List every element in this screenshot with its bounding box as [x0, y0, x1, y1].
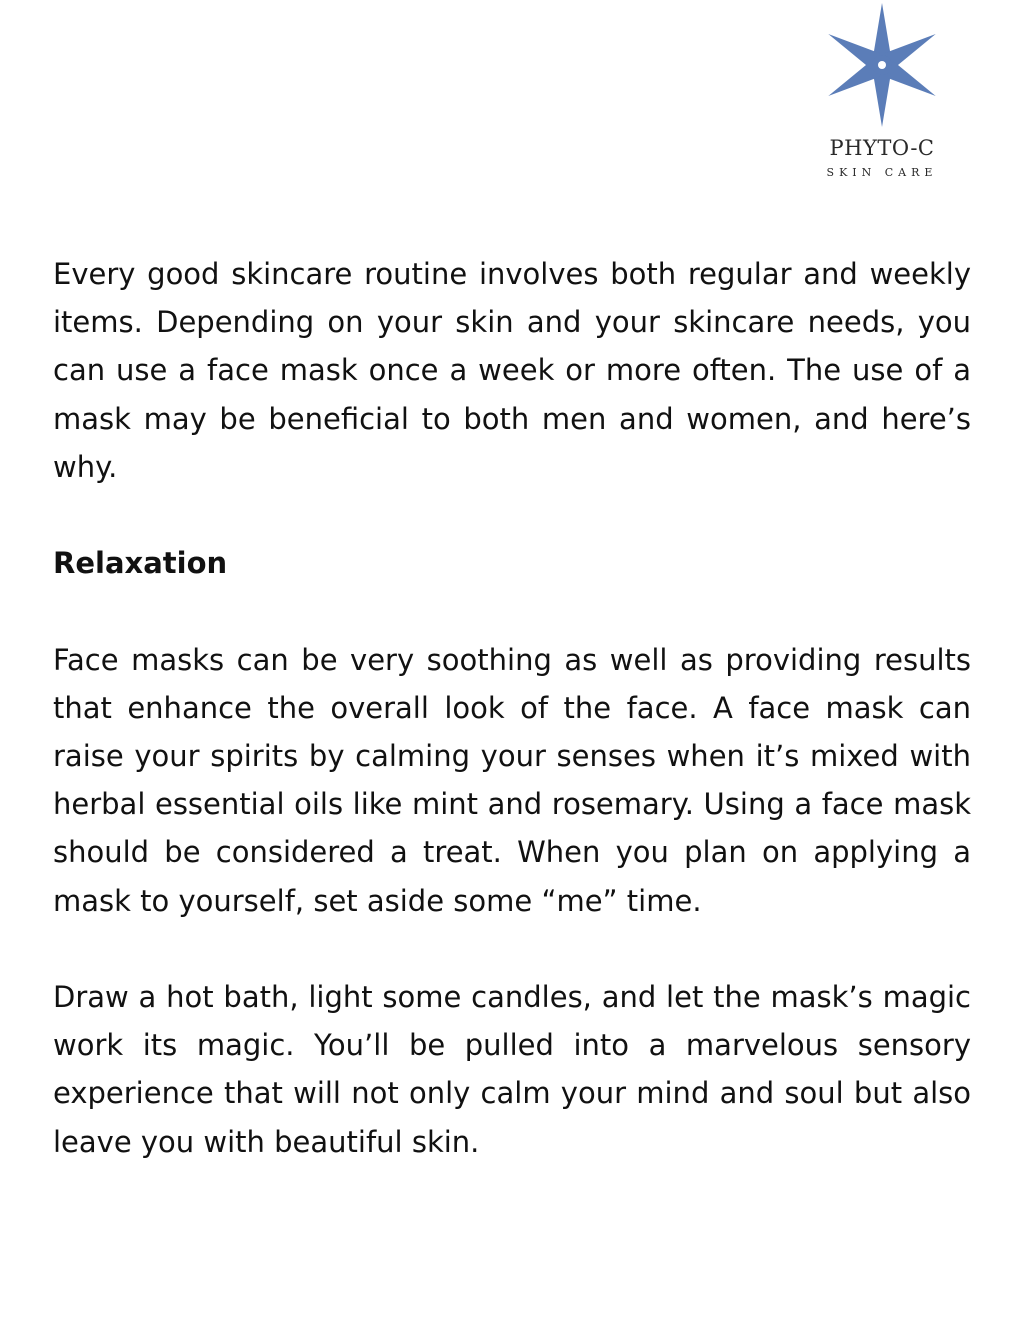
section-paragraph: Draw a hot bath, light some candles, and let the mask’s magic work its magic. You’ll be pulled into a marvelous sensory experience that will not only calm your mind and soul but also leave you with beautiful skin. — [53, 980, 971, 1159]
spacer — [53, 925, 971, 973]
intro-paragraph: Every good skincare routine involves both regular and weekly items. Depending on your skin and your skincare needs, you can use a face mask once a week or more often. The use of a mask may be beneficial to both men and women, and here’s why. — [53, 257, 971, 484]
spacer — [53, 587, 971, 635]
brand-logo — [812, 2, 952, 184]
spacer — [53, 491, 971, 539]
article-body — [53, 250, 971, 1166]
brand-subtitle: SKIN CARE — [826, 166, 938, 179]
six-point-star-icon — [820, 2, 944, 128]
brand-name: PHYTO-C — [829, 136, 935, 160]
section-heading: Relaxation — [53, 546, 228, 581]
section-paragraph: Face masks can be very soothing as well as providing results that enhance the overall look of the face. A face mask can raise your spirits by calming your senses when it’s mixed with herbal essential oils like mint and rosemary. Using a face mask should be considered a treat. When you plan on applying a mask to yourself, set aside some “me” time. — [53, 642, 971, 918]
